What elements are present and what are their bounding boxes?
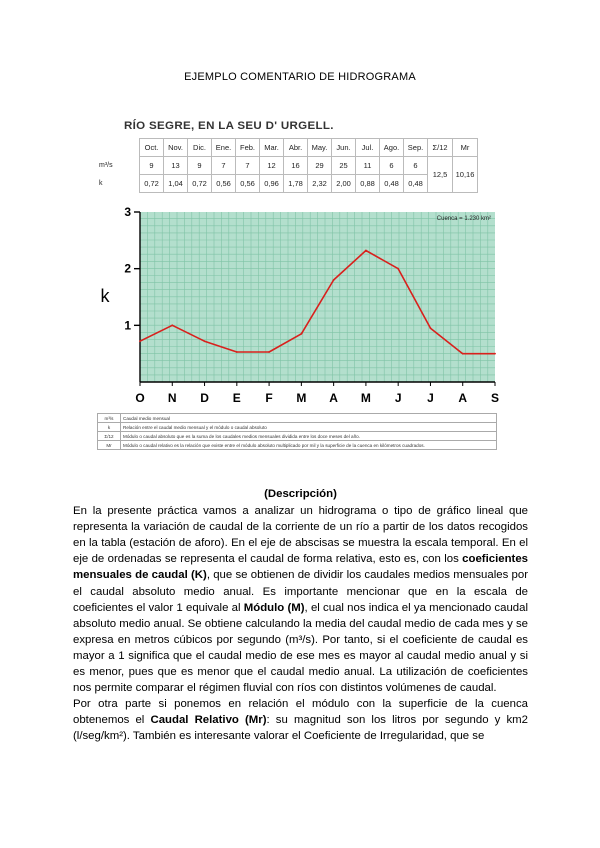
data-point	[171, 324, 173, 326]
x-tick-label: A	[458, 391, 468, 405]
table-cell: 0,72	[140, 175, 164, 193]
month-header: Mar.	[260, 139, 284, 157]
table-cell: 16	[284, 157, 308, 175]
legend-text: Relación entre el caudal medio mensual y el módulo o caudal absoluto	[121, 423, 497, 432]
month-header: Jun.	[332, 139, 356, 157]
legend-row	[98, 414, 497, 423]
mr-value: 10,16	[453, 157, 478, 193]
x-tick-label: E	[232, 391, 241, 405]
table-header-row	[95, 139, 478, 157]
y-tick-label: 3	[124, 205, 131, 219]
x-tick-label: F	[265, 391, 273, 405]
legend-text: Módulo o caudal absoluto que es la suma de los caudales medios mensuales dividida entre los doce meses del año.	[121, 432, 497, 441]
hydrograph-chart	[95, 202, 505, 412]
description-paragraph-1: En la presente práctica vamos a analizar un hidrograma o tipo de gráfico lineal que representa la variación de caudal de la corriente de un río a partir de los datos recogidos en la tabla (estación de aforo). En el eje de abscisas se muestra la escala temporal. En el eje de ordenadas se representa el caudal de forma relativa, esto es, con los coeficientes mensuales de caudal (K), que se obtienen de dividir los caudales medios mensuales por el caudal absoluto medio anual. Es importante mencionar que en la escala de coeficientes el valor 1 equivale al Módulo (M), el cual nos indica el ya mencionado caudal absoluto medio anual. Se obtiene calculando la media del caudal medio de cada mes y se expresa en metros cúbicos por segundo (m³/s). Por tanto, si el coeficiente de caudal es mayor a 1 significa que el caudal medio de ese mes es mayor al caudal medio anual y si es menor, pues que es menor que el caudal medio anual. La utilización de coeficientes nos permite comparar el régimen fluvial con ríos con distintos volúmenes de caudal.	[73, 505, 528, 695]
table-row-k	[95, 175, 478, 193]
month-header: Jul.	[356, 139, 380, 157]
x-tick-label: O	[135, 391, 145, 405]
table-cell: 0,56	[212, 175, 236, 193]
row-label: k	[99, 180, 103, 187]
table-row-flow	[95, 157, 478, 175]
table-cell: 0,48	[380, 175, 404, 193]
table-cell: 0,96	[260, 175, 284, 193]
table-cell: 11	[356, 157, 380, 175]
table-cell: 7	[212, 157, 236, 175]
month-header: Ene.	[212, 139, 236, 157]
x-tick-label: N	[167, 391, 177, 405]
table-cell: 0,48	[404, 175, 428, 193]
x-tick-label: M	[360, 391, 371, 405]
table-cell: 0,88	[356, 175, 380, 193]
table-cell: 6	[404, 157, 428, 175]
data-point	[300, 333, 302, 335]
bold-term: Módulo (M)	[243, 601, 305, 614]
x-tick-label: A	[329, 391, 338, 405]
basin-area-annotation: Cuenca = 1.230 km²	[436, 216, 491, 222]
y-tick-label: 1	[124, 318, 131, 333]
x-tick-label: D	[200, 391, 209, 405]
table-cell: 29	[308, 157, 332, 175]
month-header: Abr.	[284, 139, 308, 157]
sigma-value: 12,5	[428, 157, 453, 193]
month-header: Nov.	[164, 139, 188, 157]
table-cell: 2,32	[308, 175, 332, 193]
description-section	[73, 486, 528, 745]
table-cell: 9	[188, 157, 212, 175]
data-point	[365, 250, 367, 252]
legend-row	[98, 441, 497, 450]
month-header: Feb.	[236, 139, 260, 157]
page-title: EJEMPLO COMENTARIO DE HIDROGRAMA	[184, 71, 416, 83]
legend-key: Mr	[98, 441, 121, 450]
data-point	[333, 279, 335, 281]
table-cell: 0,72	[188, 175, 212, 193]
legend-key: Σ/12	[98, 432, 121, 441]
month-header: May.	[308, 139, 332, 157]
legend-text: Módulo o caudal relativo es la relación que existe entre el módulo absoluto multiplicado por mil y la superficie de la cuenca en kilómetros cuadrados.	[121, 441, 497, 450]
table-cell: 12	[260, 157, 284, 175]
legend-table	[97, 413, 497, 450]
x-tick-label: J	[394, 391, 402, 405]
bold-term: Caudal Relativo (Mr)	[150, 714, 267, 727]
data-point	[268, 351, 270, 353]
y-tick-label: 2	[124, 261, 131, 276]
x-tick-label: S	[490, 391, 500, 405]
legend-text: Caudal medio mensual	[121, 414, 497, 423]
month-header: Dic.	[188, 139, 212, 157]
table-cell: 1,04	[164, 175, 188, 193]
month-header: Sep.	[404, 139, 428, 157]
data-point	[204, 340, 206, 342]
legend-row	[98, 423, 497, 432]
table-cell: 0,56	[236, 175, 260, 193]
data-point	[462, 353, 464, 355]
table-cell: 2,00	[332, 175, 356, 193]
flow-data-table	[95, 138, 478, 193]
hydrograph-figure	[95, 110, 505, 460]
legend-key: m³/s	[98, 414, 121, 423]
data-point	[236, 351, 238, 353]
description-paragraph-2: Por otra parte si ponemos en relación el módulo con la superficie de la cuenca obtenemos el Caudal Relativo (Mr): su magnitud son los litros por segundo y km2 (l/seg/km²). También es interesante valorar el Coeficiente de Irregularidad, que se	[73, 698, 528, 743]
table-cell: 25	[332, 157, 356, 175]
river-title: RÍO SEGRE, EN LA SEU D' URGELL.	[124, 120, 334, 132]
sigma-header: Σ/12	[428, 139, 453, 157]
legend-row	[98, 432, 497, 441]
month-header: Ago.	[380, 139, 404, 157]
table-cell: 7	[236, 157, 260, 175]
table-cell: 13	[164, 157, 188, 175]
mr-header: Mr	[453, 139, 478, 157]
description-heading: (Descripción)	[264, 488, 337, 500]
row-label: m³/s	[99, 162, 113, 169]
y-axis-label: k	[100, 286, 110, 306]
legend-key: k	[98, 423, 121, 432]
table-cell: 1,78	[284, 175, 308, 193]
data-point	[397, 268, 399, 270]
data-point	[494, 353, 496, 355]
table-cell: 9	[140, 157, 164, 175]
data-point	[430, 327, 432, 329]
month-header: Oct.	[140, 139, 164, 157]
x-tick-label: J	[427, 391, 434, 405]
bold-term: coeficientes mensuales de caudal (K)	[73, 553, 528, 582]
table-cell: 6	[380, 157, 404, 175]
x-tick-label: M	[296, 391, 307, 405]
data-point	[139, 340, 141, 342]
